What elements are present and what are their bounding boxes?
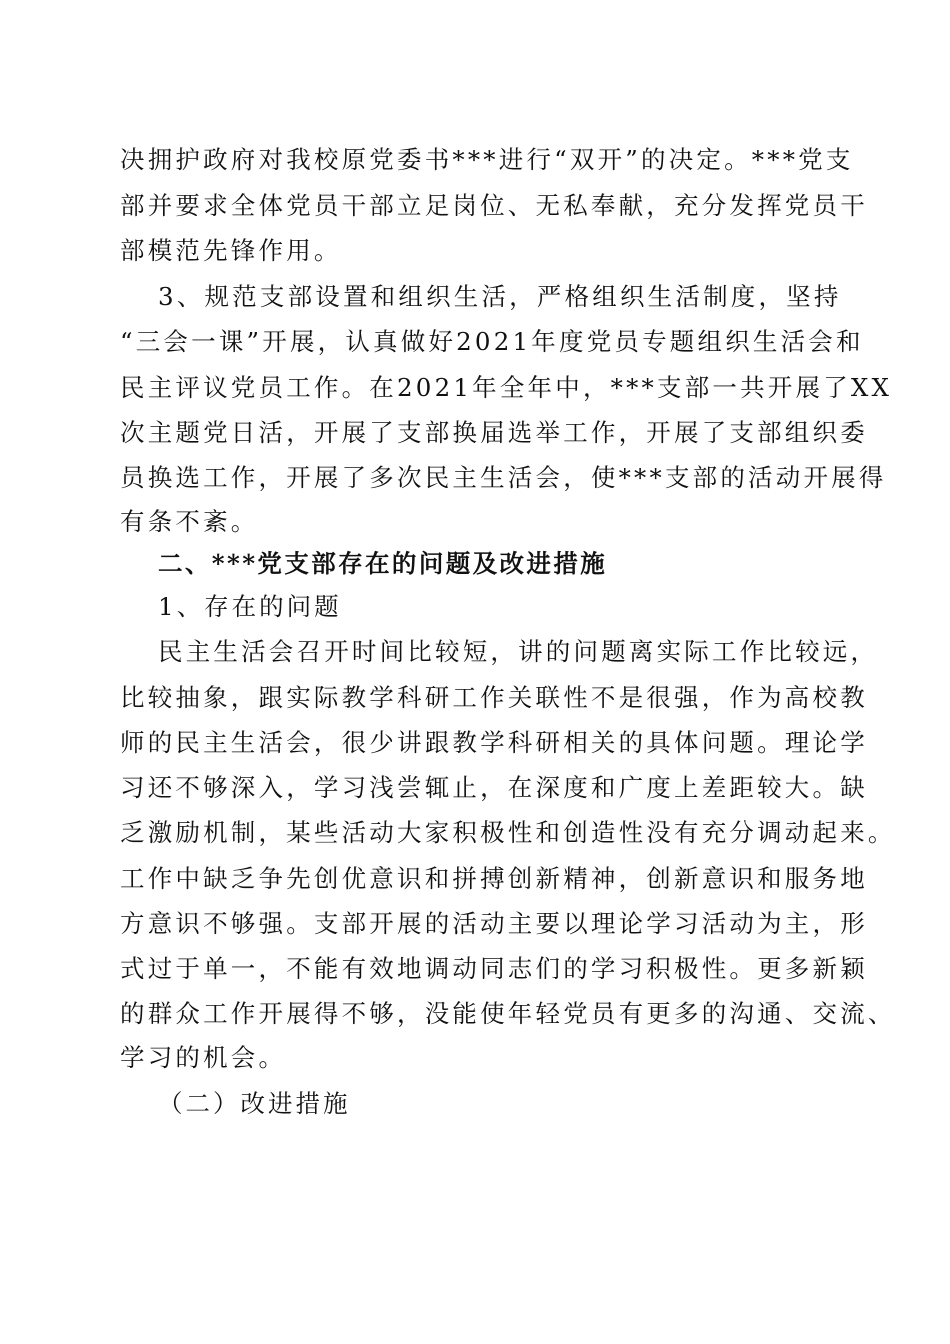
paragraph-line: 方意识不够强。支部开展的活动主要以理论学习活动为主，形 <box>120 909 868 938</box>
paragraph-line: 比较抽象，跟实际教学科研工作关联性不是很强，作为高校教 <box>120 683 868 712</box>
subsection-heading: （二）改进措施 <box>158 1089 351 1118</box>
paragraph-line: 次主题党日活，开展了支部换届选举工作，开展了支部组织委 <box>120 418 868 447</box>
paragraph-line: 工作中缺乏争先创优意识和拼搏创新精神，创新意识和服务地 <box>120 864 868 893</box>
paragraph-line: 学习的机会。 <box>120 1043 287 1072</box>
paragraph-line: 式过于单一，不能有效地调动同志们的学习积极性。更多新颖 <box>120 954 868 983</box>
paragraph-line: 习还不够深入，学习浅尝辄止，在深度和广度上差距较大。缺 <box>120 773 868 802</box>
paragraph-line: 员换选工作，开展了多次民主生活会，使***支部的活动开展得 <box>120 463 887 492</box>
paragraph-line: 决拥护政府对我校原党委书***进行“双开”的决定。***党支 <box>120 145 854 174</box>
paragraph-line: 民主评议党员工作。在2021年全年中，***支部一共开展了XX <box>120 373 893 402</box>
paragraph-line: 部模范先锋作用。 <box>120 236 342 265</box>
paragraph-line: 有条不紊。 <box>120 507 259 536</box>
subsection-heading: 1、存在的问题 <box>158 592 342 621</box>
paragraph-line: 民主生活会召开时间比较短，讲的问题离实际工作比较远， <box>158 637 879 666</box>
paragraph-line: 师的民主生活会，很少讲跟教学科研相关的具体问题。理论学 <box>120 728 868 757</box>
paragraph-line: “三会一课”开展，认真做好2021年度党员专题组织生活会和 <box>120 327 864 356</box>
paragraph-line: 部并要求全体党员干部立足岗位、无私奉献，充分发挥党员干 <box>120 191 868 220</box>
paragraph-line: 的群众工作开展得不够，没能使年轻党员有更多的沟通、交流、 <box>120 999 896 1028</box>
section-heading: 二、***党支部存在的问题及改进措施 <box>158 549 608 578</box>
paragraph-line: 3、规范支部设置和组织生活，严格组织生活制度，坚持 <box>158 282 842 311</box>
paragraph-line: 乏激励机制，某些活动大家积极性和创造性没有充分调动起来。 <box>120 818 896 847</box>
